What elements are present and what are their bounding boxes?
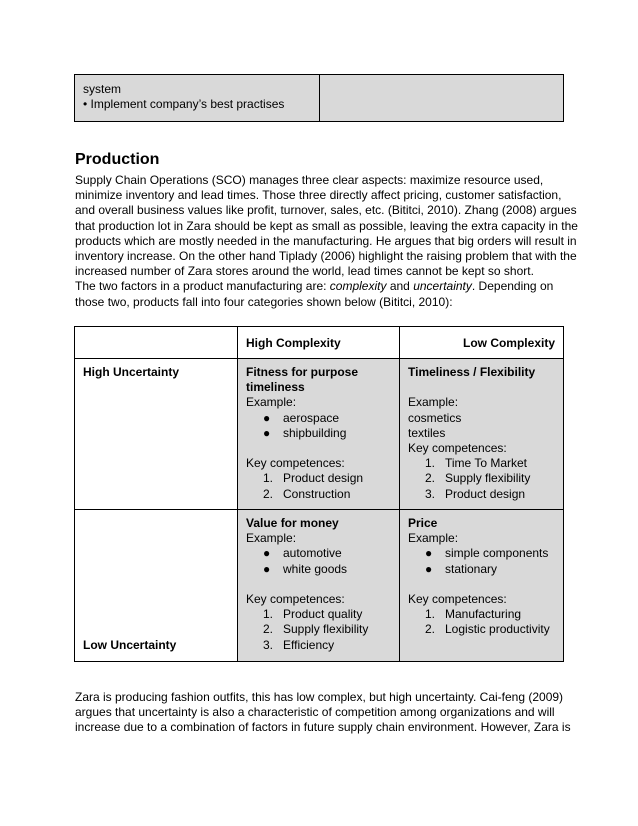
- cell-value-for-money: [238, 510, 400, 661]
- top-table-left-cell: [75, 75, 320, 121]
- closing-line: increase due to a combination of factors in future supply chain environment. However, Zara is: [75, 720, 571, 735]
- competence-item: 3. Product design: [425, 486, 526, 501]
- closing-line: argues that uncertainty is also a characteristic of competition among organizations and will: [75, 705, 555, 720]
- intro-line: products which are mostly needed in the manufacturing. He argues that big orders will result in: [75, 233, 577, 248]
- competence-item: 3. Efficiency: [263, 637, 335, 652]
- row-header-high-uncertainty: High Uncertainty: [75, 359, 238, 509]
- example-item: ● white goods: [263, 561, 348, 576]
- example-item: ● simple components: [425, 546, 549, 561]
- competence-label: Key competences:: [408, 592, 507, 606]
- matrix-row-high-uncertainty: [75, 359, 563, 510]
- competence-item: 1. Product design: [263, 471, 364, 486]
- example-label: Example:: [246, 395, 297, 410]
- cell-title: Price: [408, 516, 438, 530]
- competence-label: Key competences:: [246, 456, 345, 471]
- col-header-high-complexity: High Complexity: [238, 327, 400, 358]
- spacer: [246, 441, 391, 456]
- example-item: ● aerospace: [263, 410, 340, 425]
- example-item: cosmetics: [408, 410, 462, 425]
- example-label: Example:: [408, 531, 459, 546]
- competence-item: 2. Logistic productivity: [425, 622, 550, 637]
- cell-title: Fitness for purpose: [246, 365, 359, 379]
- factors-post: . Depending on: [471, 279, 554, 294]
- example-label: Example:: [246, 531, 297, 546]
- factor-uncertainty: uncertainty: [413, 279, 472, 294]
- competence-item: 1. Manufacturing: [425, 607, 522, 622]
- bullet-icon: ●: [263, 546, 271, 561]
- competence-item: 2. Supply flexibility: [425, 471, 531, 486]
- factors-pre: The two factors in a product manufacturing are:: [75, 279, 330, 294]
- example-item: ● shipbuilding: [263, 425, 347, 440]
- intro-line: increased number of Zara stores around the world, lead times cannot be kept so short.: [75, 264, 534, 279]
- factors-mid: and: [386, 279, 414, 294]
- example-item: ● automotive: [263, 546, 342, 561]
- spacer: [408, 577, 555, 592]
- top-table-right-cell: [320, 75, 563, 121]
- intro-line: inventory increase. On the other hand Tiplady (2006) highlight the raising problem that with the: [75, 249, 577, 264]
- factors-line: [75, 279, 565, 294]
- example-item: textiles: [408, 425, 446, 440]
- competence-item: 1. Product quality: [263, 607, 363, 622]
- example-item: ● stationary: [425, 561, 498, 576]
- cell-title: Value for money: [246, 516, 339, 530]
- intro-line: Supply Chain Operations (SCO) manages three clear aspects: maximize resource used,: [75, 173, 544, 187]
- complexity-uncertainty-matrix: [74, 326, 564, 662]
- bullet-icon: ●: [425, 546, 433, 561]
- competence-item: 2. Supply flexibility: [263, 622, 369, 637]
- col-header-low-complexity: Low Complexity: [462, 336, 555, 350]
- spacer: [408, 380, 555, 395]
- intro-line: and overall business values like profit, turnover, sales, etc. (Bititci, 2010). Zhang (2008) argues: [75, 203, 577, 218]
- competence-label: Key competences:: [408, 441, 507, 455]
- top-table: [74, 74, 564, 122]
- competence-label: Key competences:: [246, 592, 345, 606]
- matrix-corner-cell: [75, 327, 238, 358]
- cell-title: timeliness: [246, 380, 305, 395]
- intro-line: minimize inventory and lead times. Those three directly affect pricing, customer satisfaction,: [75, 188, 562, 203]
- factor-complexity: complexity: [329, 279, 387, 294]
- section-heading: Production: [75, 151, 160, 168]
- bullet-icon: ●: [263, 561, 271, 576]
- top-table-line: • Implement company’s best practises: [83, 97, 285, 111]
- cell-fitness-for-purpose: [238, 359, 400, 509]
- row-header-cell-low: [75, 510, 238, 661]
- row-header-low-uncertainty: Low Uncertainty: [83, 637, 177, 652]
- cell-title: Timeliness / Flexibility: [408, 365, 536, 379]
- cell-timeliness-flexibility: [400, 359, 563, 509]
- competence-item: 2. Construction: [263, 486, 351, 501]
- bullet-icon: ●: [263, 410, 271, 425]
- cell-price: [400, 510, 563, 661]
- matrix-row-low-uncertainty: [75, 510, 563, 661]
- closing-line: Zara is producing fashion outfits, this has low complex, but high uncertainty. Cai-feng (2009): [75, 690, 564, 704]
- competence-item: 1. Time To Market: [425, 456, 528, 471]
- intro-paragraph: [75, 173, 578, 310]
- intro-line: that production lot in Zara should be kept as small as possible, leaving the extra capacity in the: [75, 218, 578, 233]
- bullet-icon: ●: [425, 561, 433, 576]
- matrix-header-row: [75, 327, 563, 359]
- closing-paragraph: [75, 690, 571, 736]
- top-table-line: system: [83, 82, 122, 96]
- factors-line-2: those two, products fall into four categories shown below (Bititci, 2010):: [75, 294, 453, 309]
- bullet-icon: ●: [263, 425, 271, 440]
- spacer: [246, 577, 391, 592]
- example-label: Example:: [408, 395, 459, 410]
